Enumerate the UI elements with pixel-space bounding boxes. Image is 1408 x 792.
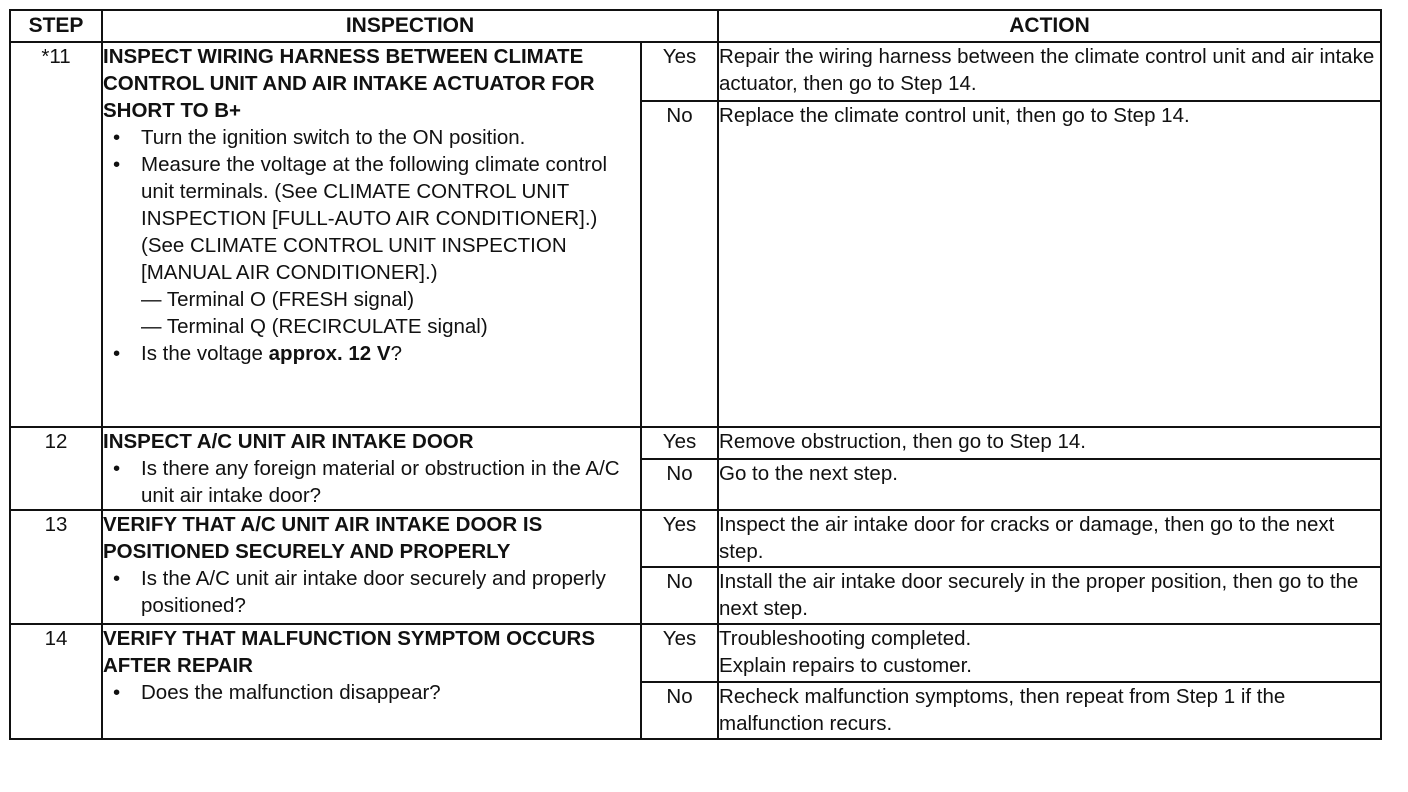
step-number: 14 [10,624,102,739]
yes-action: Inspect the air intake door for cracks or damage, then go to the next step. [718,510,1381,567]
troubleshooting-table [9,9,1382,740]
yes-label: Yes [641,510,718,567]
inspection-bullets [103,124,640,367]
bullet-item [103,151,640,340]
yes-action: Repair the wiring harness between the climate control unit and air intake actuator, then go to Step 14. [718,42,1381,101]
inspection-cell [102,510,641,624]
no-action: Go to the next step. [718,459,1381,510]
yes-label: Yes [641,427,718,459]
step-number: 12 [10,427,102,510]
yes-action [718,624,1381,682]
step-number: 13 [10,510,102,624]
bullet-item: • Is the A/C unit air intake door securely and properly positioned? [103,565,640,619]
table-row [10,42,1381,101]
yes-action-line: Explain repairs to customer. [719,654,972,677]
no-action: Replace the climate control unit, then go to Step 14. [718,101,1381,427]
yes-action: Remove obstruction, then go to Step 14. [718,427,1381,459]
step-number: *11 [10,42,102,427]
yes-label: Yes [641,42,718,101]
terminal-recirculate: — Terminal Q (RECIRCULATE signal) [141,315,488,338]
bullet-text: ? [390,342,402,365]
no-label: No [641,459,718,510]
inspection-bullets [103,565,640,619]
bullet-item: • Turn the ignition switch to the ON position. [103,124,640,151]
yes-label: Yes [641,624,718,682]
inspection-bullets [103,455,640,509]
yes-action-line: Troubleshooting completed. [719,627,972,650]
no-label: No [641,101,718,427]
inspection-cell [102,624,641,739]
inspection-title: VERIFY THAT MALFUNCTION SYMPTOM OCCURS AFTER REPAIR [103,627,595,677]
bullet-item: • Does the malfunction disappear? [103,679,640,706]
table-row [10,510,1381,567]
header-step: STEP [10,10,102,42]
header-inspection: INSPECTION [102,10,718,42]
header-action: ACTION [718,10,1381,42]
inspection-bullets [103,679,640,706]
no-label: No [641,682,718,739]
bullet-text: Measure the voltage at the following climate control unit terminals. (See CLIMATE CONTROL UNIT INSPECTION [FULL-AUTO AIR CONDITIONER].) (See CLIMATE CONTROL UNIT INSPECTION [MANUAL AIR CONDITIONER].) [141,153,608,284]
table-row [10,624,1381,682]
inspection-title: VERIFY THAT A/C UNIT AIR INTAKE DOOR IS POSITIONED SECURELY AND PROPERLY [103,513,543,563]
inspection-cell [102,427,641,510]
table-row [10,427,1381,459]
inspection-title: INSPECT WIRING HARNESS BETWEEN CLIMATE CONTROL UNIT AND AIR INTAKE ACTUATOR FOR SHORT TO B+ [103,45,595,122]
terminal-fresh: — Terminal O (FRESH signal) [141,288,415,311]
inspection-title: INSPECT A/C UNIT AIR INTAKE DOOR [103,430,474,453]
bullet-item [103,340,640,367]
no-action: Recheck malfunction symptoms, then repeat from Step 1 if the malfunction recurs. [718,682,1381,739]
inspection-cell [102,42,641,427]
no-action: Install the air intake door securely in the proper position, then go to the next step. [718,567,1381,624]
voltage-value: approx. 12 V [268,342,391,365]
header-row [10,10,1381,42]
bullet-item: • Is there any foreign material or obstruction in the A/C unit air intake door? [103,455,640,509]
bullet-text: Is the voltage [141,342,269,365]
no-label: No [641,567,718,624]
